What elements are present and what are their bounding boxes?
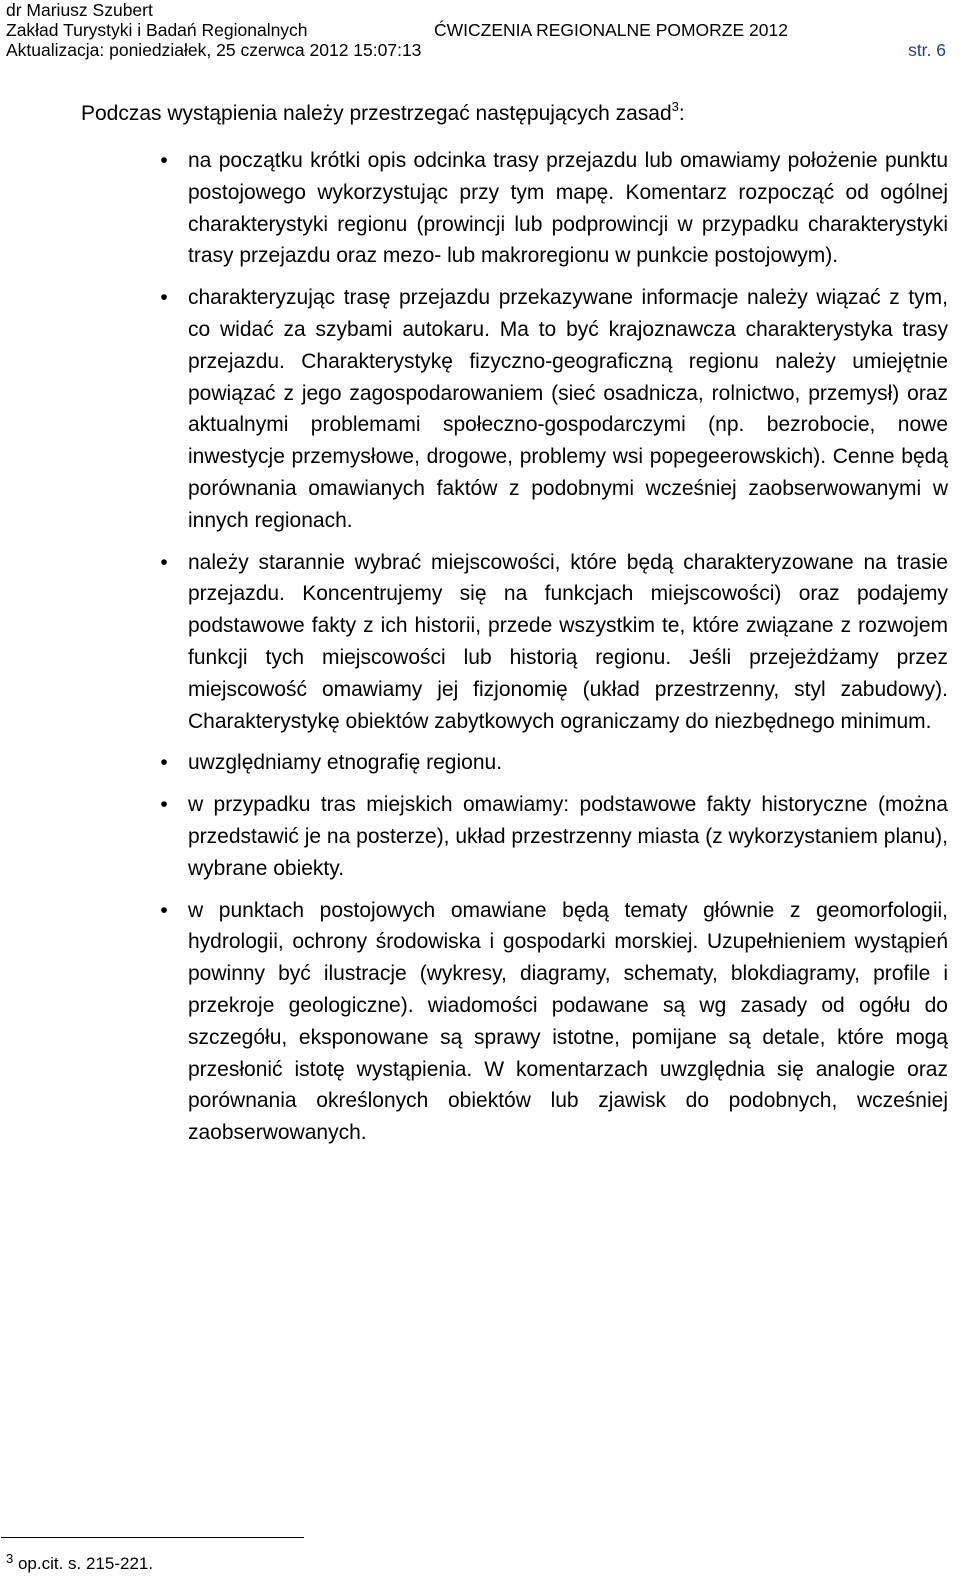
- list-item-text: uwzględniamy etnografię regionu.: [188, 751, 503, 775]
- bullet-icon: •: [160, 550, 168, 574]
- bullet-icon: •: [160, 149, 168, 172]
- update-timestamp: Aktualizacja: poniedziałek, 25 czerwca 2012 15:07:13: [6, 40, 422, 60]
- footnote-reference: 3: [671, 99, 679, 114]
- bullet-icon: •: [160, 286, 168, 310]
- list-item: [160, 145, 948, 272]
- author-name: dr Mariusz Szubert: [6, 0, 153, 20]
- header-row-updated: [6, 40, 946, 60]
- bullet-icon: •: [160, 793, 168, 817]
- list-item-text: charakteryzując trasę przejazdu przekazywane informacje należy wiązać z tym, co widać za szybami autokaru. Ma to być krajoznawcza charakterystyka trasy przejazdu. Charakterystykę fizyczno-geograficzną regionu należy umiejętnie powiązać z jego zagospodarowaniem (sieć osadnicza, rolnictwo, przemysł) oraz aktualnymi problemami społeczno-gospodarczymi (np. bezrobocie, nowe inwestycje przemysłowe, drogowe, problemy wsi popegeerowskich). Cenne będą porównania omawianych faktów z podobnymi wcześniej zaobserwowanymi w innych regionach.: [188, 286, 948, 532]
- page-header: [6, 0, 946, 60]
- list-item: [160, 789, 948, 884]
- intro-paragraph: [81, 100, 685, 128]
- header-row-department: [6, 20, 946, 40]
- list-item: [160, 282, 948, 536]
- footnote-text: op.cit. s. 215-221.: [13, 1554, 154, 1573]
- list-item-text: w punktach postojowych omawiane będą tematy głównie z geomorfologii, hydrologii, ochrony środowiska i gospodarki morskiej. Uzupełnieniem wystąpień powinny być ilustracje (wykresy, diagramy, schematy, blokdiagramy, profile i przekroje geologiczne). wiadomości podawane są wg zasady od ogółu do szczegółu, eksponowane są sprawy istotne, pomijane są detale, które mogą przesłonić istotę wystąpienia. W komentarzach uwzględnia się analogie oraz porównania określonych obiektów lub zjawisk do podobnych, wcześniej zaobserwowanych.: [188, 898, 948, 1145]
- footnote: [6, 1553, 153, 1575]
- intro-text: Podczas wystąpienia należy przestrzegać następujących zasad: [81, 102, 672, 125]
- list-item-text: w przypadku tras miejskich omawiamy: podstawowe fakty historyczne (można przedstawić je na posterze), układ przestrzenny miasta (z wykorzystaniem planu), wybrane obiekty.: [188, 793, 948, 880]
- list-item: [160, 895, 948, 1149]
- list-item-text: na początku krótki opis odcinka trasy przejazdu lub omawiamy położenie punktu postojowego wykorzystując przy tym mapę. Komentarz rozpocząć od ogólnej charakterystyki regionu (prowincji lub podprowincji w przypadku charakterystyki trasy przejazdu oraz mezo- lub makroregionu w punkcie postojowym).: [188, 149, 948, 268]
- footnote-number: 3: [6, 1551, 14, 1566]
- bullet-icon: •: [160, 751, 168, 775]
- footnote-divider: [1, 1537, 304, 1538]
- page-number: str. 6: [908, 40, 946, 60]
- list-item: [160, 547, 948, 738]
- list-item-text: należy starannie wybrać miejscowości, które będą charakteryzowane na trasie przejazdu. Koncentrujemy się na funkcjach miejscowości) oraz podajemy podstawowe fakty z ich historii, przede wszystkim te, które związane z rozwojem funkcji tych miejscowości lub historią regionu. Jeśli przejeżdżamy przez miejscowość omawiamy jej fizjonomię (układ przestrzenny, styl zabudowy). Charakterystykę obiektów zabytkowych ograniczamy do niezbędnego minimum.: [188, 550, 948, 733]
- list-item: [160, 747, 948, 779]
- department-name: Zakład Turystyki i Badań Regionalnych: [6, 20, 308, 40]
- intro-suffix: :: [678, 102, 685, 125]
- bullet-icon: •: [160, 898, 168, 922]
- rules-list: [160, 145, 948, 1159]
- document-title: ĆWICZENIA REGIONALNE POMORZE 2012: [434, 20, 788, 40]
- header-row-author: [6, 0, 946, 20]
